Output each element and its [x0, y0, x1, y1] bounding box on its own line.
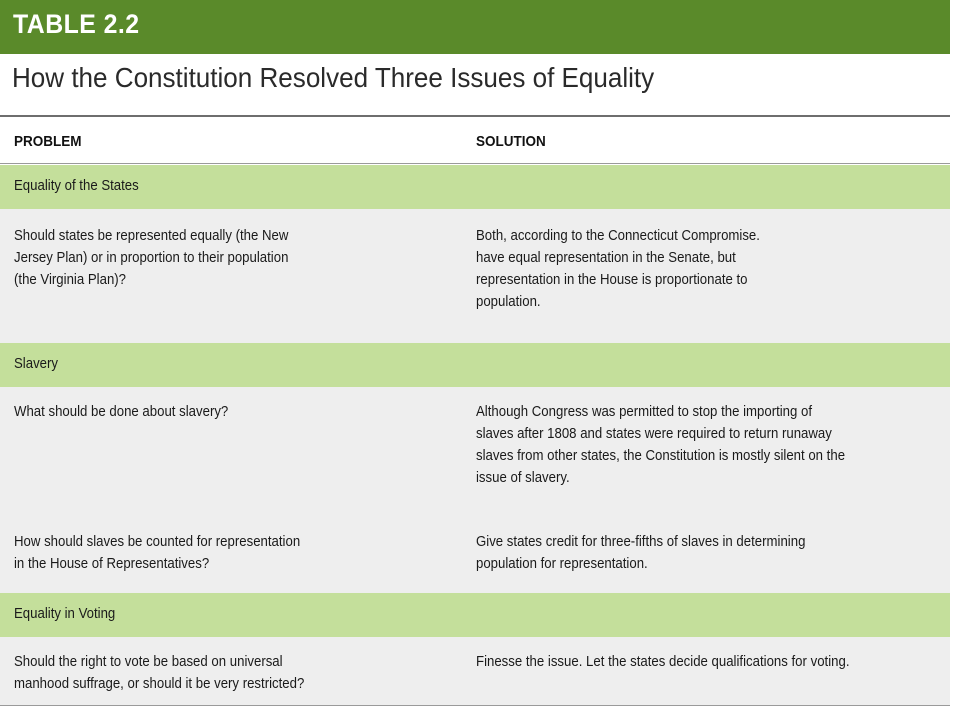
table-bottom-rule: [0, 705, 950, 706]
problem-cell: Should states be represented equally (the New Jersey Plan) or in proportion to their population (the Virginia Plan)?: [14, 227, 289, 288]
solution-cell: Give states credit for three-fifths of slaves in determining population for representation.: [476, 533, 806, 572]
title-divider: [0, 115, 950, 117]
section-label: Equality in Voting: [14, 605, 116, 622]
problem-cell: Should the right to vote be based on universal manhood suffrage, or should it be very restricted?: [14, 653, 305, 692]
solution-cell: Although Congress was permitted to stop the importing of slaves after 1808 and states were required to return runaway slaves from other states, the Constitution is mostly silent on the issue of slavery.: [476, 403, 846, 486]
solution-cell: Both, according to the Connecticut Compromise. have equal representation in the Senate, but representation in the House is proportionate to population.: [476, 227, 760, 310]
table-row: [0, 515, 950, 593]
table-number: TABLE 2.2: [13, 9, 140, 39]
table-title: How the Constitution Resolved Three Issues of Equality: [12, 62, 655, 93]
table-row: [0, 637, 950, 705]
table-row: [0, 209, 950, 343]
solution-cell: Finesse the issue. Let the states decide qualifications for voting.: [476, 653, 850, 670]
problem-cell: What should be done about slavery?: [14, 403, 229, 420]
table-header-bar: [0, 0, 950, 54]
section-band-slavery: [0, 343, 950, 387]
table-row: [0, 387, 950, 515]
section-label: Equality of the States: [14, 177, 139, 194]
section-band-equality-of-states: [0, 165, 950, 209]
section-label: Slavery: [14, 355, 59, 372]
column-header-problem: PROBLEM: [14, 133, 82, 150]
section-band-equality-in-voting: [0, 593, 950, 637]
problem-cell: How should slaves be counted for representation in the House of Representatives?: [14, 533, 301, 572]
column-header-solution: SOLUTION: [476, 133, 546, 150]
header-divider: [0, 163, 950, 164]
